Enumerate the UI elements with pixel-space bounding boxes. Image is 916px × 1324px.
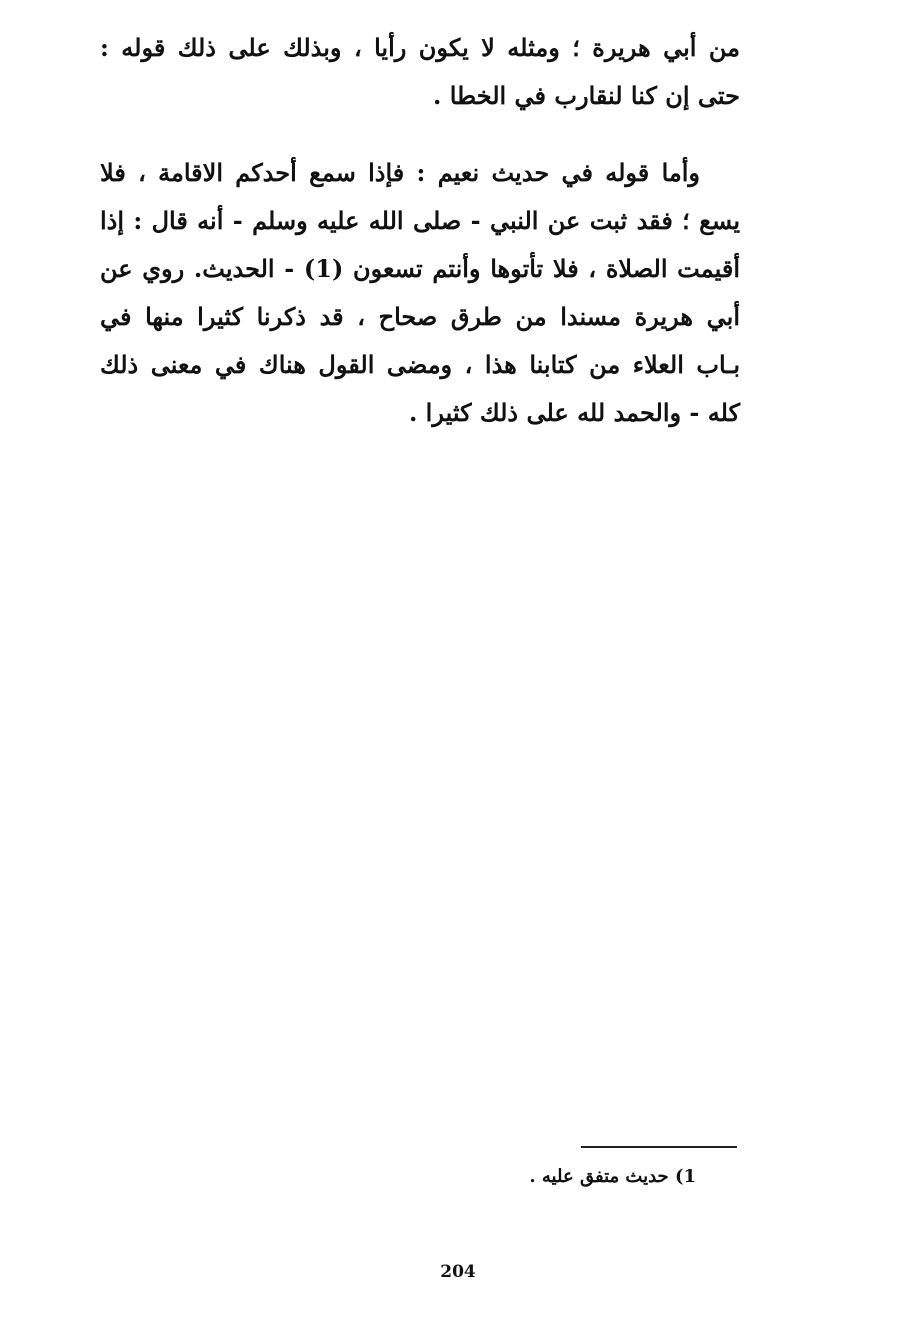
paragraph-2-line-5: بـاب العلاء من كتابنا هذا ، ومضى القول هناك في معنى ذلك xyxy=(100,350,740,379)
paragraph-2 xyxy=(100,149,740,437)
paragraph-1-line-2: حتى إن كنا لنقارب في الخطا . xyxy=(433,81,740,110)
paragraph-1-line-1: من أبي هريرة ؛ ومثله لا يكون رأيا ، وبذلك على ذلك قوله : xyxy=(100,33,740,62)
footnote: 1) حديث متفق عليه . xyxy=(529,1166,696,1187)
page-number: 204 xyxy=(440,1262,476,1282)
footnote-divider xyxy=(581,1146,737,1148)
paragraph-1 xyxy=(100,24,740,120)
paragraph-2-line-4: أبي هريرة مسندا من طرق صحاح ، قد ذكرنا كثيرا منها في xyxy=(100,302,740,331)
paragraph-2-line-2: يسع ؛ فقد ثبت عن النبي - صلى الله عليه وسلم - أنه قال : إذا xyxy=(100,206,740,235)
paragraph-2-line-3: أقيمت الصلاة ، فلا تأتوها وأنتم تسعون (1) - الحديث. روي عن xyxy=(100,254,741,283)
paragraph-2-line-6: كله - والحمد لله على ذلك كثيرا . xyxy=(408,398,740,427)
paragraph-2-line-1: وأما قوله في حديث نعيم : فإذا سمع أحدكم الاقامة ، فلا xyxy=(100,158,700,187)
